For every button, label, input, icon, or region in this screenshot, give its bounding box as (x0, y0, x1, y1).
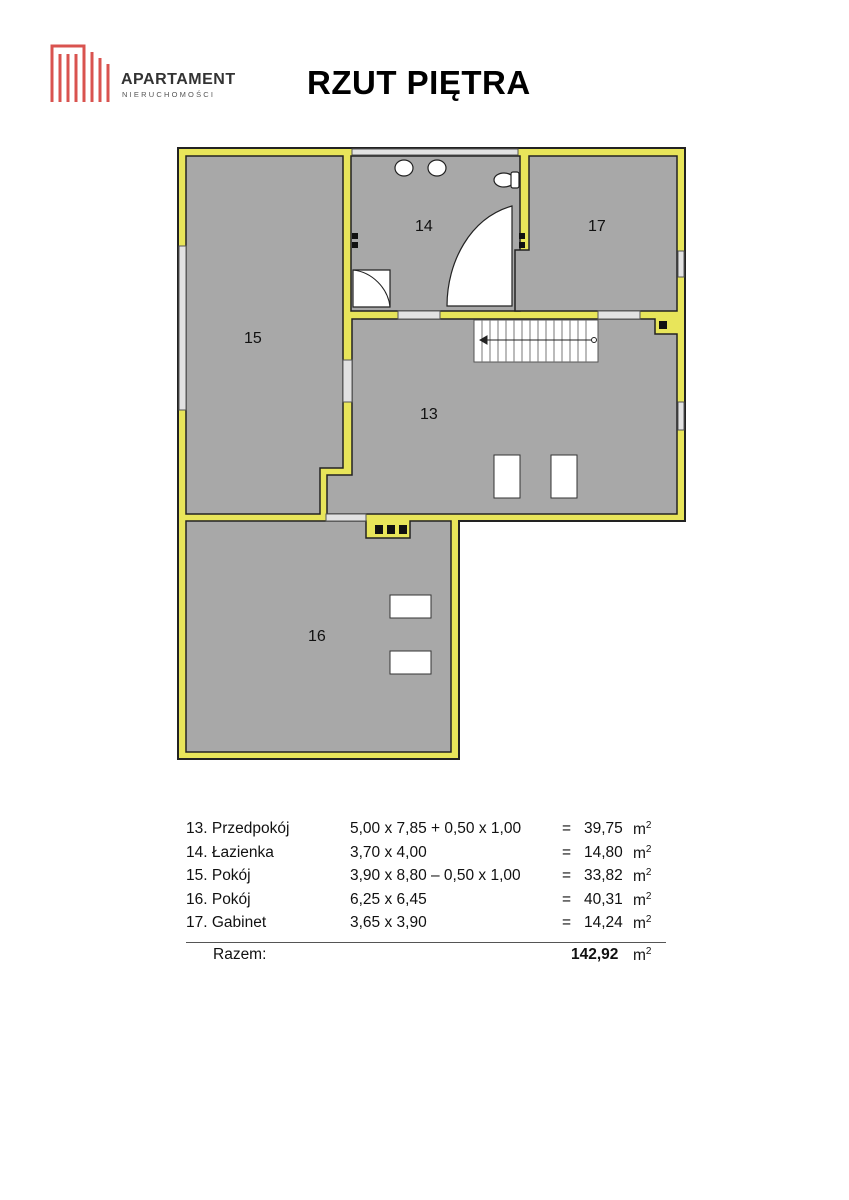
total-row (186, 946, 666, 970)
room-name: 13. Przedpokój (186, 820, 290, 837)
area-unit: $m^2$ (633, 820, 652, 839)
window-room-15 (179, 246, 186, 410)
room-label-15: 15 (244, 330, 262, 347)
room-name: 17. Gabinet (186, 914, 267, 931)
room-area: 33,82 (584, 867, 623, 884)
area-unit: $m^2$ (633, 890, 652, 909)
room-formula: 5,00 x 7,85 + 0,50 x 1,00 (350, 820, 522, 837)
area-unit: $m^2$ (633, 867, 652, 886)
door-13-17 (598, 311, 640, 319)
door-13-15 (343, 360, 352, 402)
area-unit: $m^2$ (633, 914, 652, 933)
table-row (186, 844, 666, 868)
table-row (186, 820, 666, 844)
room-area: 40,31 (584, 890, 623, 908)
table-row (186, 914, 666, 938)
equals-sign: = (562, 843, 572, 861)
equals-sign: = (562, 914, 572, 931)
table-divider (186, 942, 666, 943)
skylight-13b (551, 455, 577, 498)
skylight-16b (390, 651, 431, 674)
equals-sign: = (562, 820, 572, 837)
area-unit: $m^2$ (633, 843, 652, 862)
total-value: 142,92 (571, 946, 619, 963)
room-name: 14. Łazienka (186, 843, 274, 861)
room-formula: 3,90 x 8,80 – 0,50 x 1,00 (350, 867, 521, 884)
room-label-17: 17 (588, 218, 606, 235)
equals-sign: = (562, 890, 572, 908)
total-unit: $m^2$ (633, 946, 652, 965)
skylight-13a (494, 455, 520, 498)
room-formula: 3,70 x 4,00 (350, 843, 427, 861)
room-label-14: 14 (415, 218, 433, 235)
room-area: 14,80 (584, 843, 623, 861)
room-name: 16. Pokój (186, 890, 251, 908)
room-formula: 6,25 x 6,45 (350, 890, 427, 908)
room-area-table (186, 820, 666, 938)
door-13-16 (326, 514, 366, 521)
vent-shaft-13 (659, 321, 667, 329)
room-label-13: 13 (420, 406, 438, 423)
chimney-icon (375, 525, 407, 534)
room-formula: 3,65 x 3,90 (350, 914, 427, 931)
room-area: 39,75 (584, 820, 623, 837)
brand-name: APARTAMENT (121, 71, 236, 88)
page-title: RZUT PIĘTRA (307, 64, 531, 101)
table-row (186, 867, 666, 891)
window-room-13 (678, 402, 684, 430)
total-label: Razem: (213, 946, 267, 963)
room-15-floor (186, 156, 343, 514)
toilet-icon (494, 172, 519, 188)
room-name: 15. Pokój (186, 867, 251, 884)
staircase-icon (474, 320, 598, 362)
table-row (186, 891, 666, 915)
washbasin-1-icon (395, 160, 413, 176)
corner-cabinet-icon (353, 270, 390, 307)
window-room-14 (352, 149, 518, 155)
window-room-17 (678, 251, 684, 277)
room-area: 14,24 (584, 914, 623, 931)
door-13-14 (398, 311, 440, 319)
equals-sign: = (562, 867, 572, 884)
brand-subtitle: NIERUCHOMOŚCI (122, 90, 216, 99)
washbasin-2-icon (428, 160, 446, 176)
skylight-16a (390, 595, 431, 618)
room-label-16: 16 (308, 628, 326, 645)
